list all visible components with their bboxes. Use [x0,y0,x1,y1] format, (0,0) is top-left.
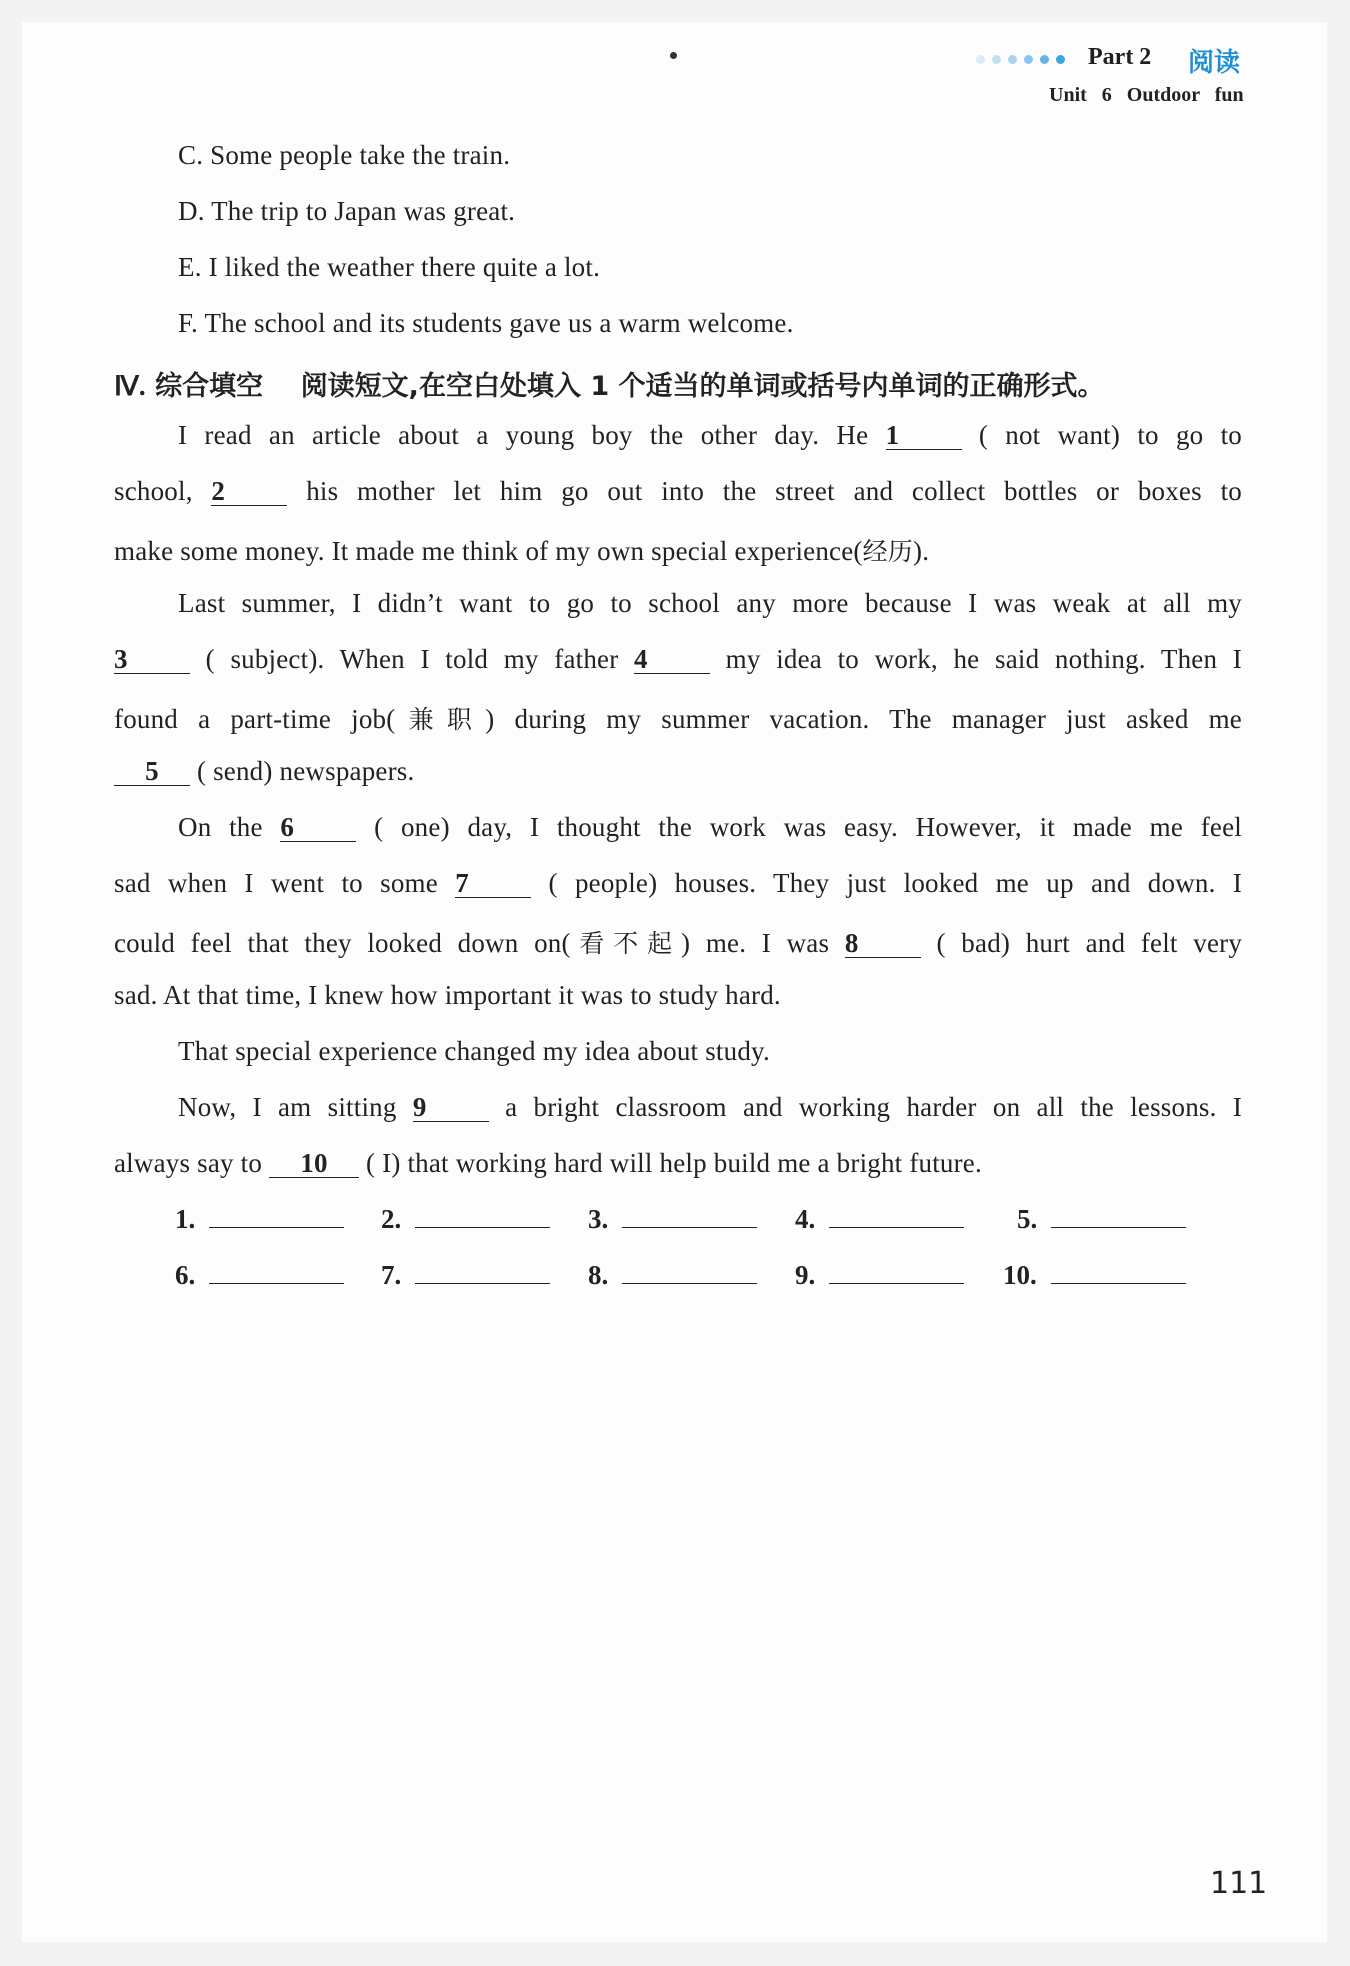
text-cn: 经历 [862,537,914,566]
blank-1: 1 [886,421,962,450]
answer-line[interactable] [415,1263,550,1284]
option-e: E. I liked the weather there quite a lot. [178,252,601,282]
passage-line [114,700,1242,736]
passage-line [114,532,929,568]
section-heading [114,364,1105,403]
text: ( people) houses. They just looked me up and down. I [548,868,1243,898]
text: always say to [114,1148,263,1178]
blank-6: 6 [280,813,356,842]
answer-3[interactable] [588,1204,757,1235]
passage-line [114,1148,982,1179]
blank-10: 10 [269,1149,359,1178]
passage-line [178,420,1242,451]
section-roman: Ⅳ. [114,371,146,401]
text: sad when I went to some [114,868,438,898]
answer-line[interactable] [829,1263,964,1284]
passage-line [114,868,1242,899]
text: ( subject). When I told my father [205,644,619,674]
text: found a part-time job( [114,704,396,734]
text: ). [913,536,930,566]
answer-label: 7. [381,1260,402,1290]
header-dot [1008,55,1017,64]
header-dot [992,55,1001,64]
option-f: F. The school and its students gave us a warm welcome. [178,308,794,338]
text: school, [114,476,193,506]
answer-4[interactable] [795,1204,964,1235]
blank-7: 7 [455,869,531,898]
answer-label: 2. [381,1204,402,1234]
section-instruction: 阅读短文,在空白处填入 1 个适当的单词或括号内单词的正确形式。 [300,371,1105,402]
answer-label: 10. [1003,1260,1037,1290]
header-part: Part 2 [1088,44,1152,70]
answer-2[interactable] [381,1204,550,1235]
answer-label: 3. [588,1204,609,1234]
text-cn: 兼职 [395,705,486,734]
text: ( one) day, I thought the work was easy. However, it made me feel [374,812,1243,842]
answer-line[interactable] [1051,1263,1186,1284]
passage-line [178,588,1242,619]
blank-4: 4 [634,645,710,674]
text: Now, I am sitting [178,1092,397,1122]
answer-label: 6. [175,1260,196,1290]
answer-1[interactable] [175,1204,344,1235]
passage-line [114,476,1242,507]
text: ( send) newspapers. [196,756,415,786]
passage-line [114,980,781,1011]
header-unit [1049,84,1244,107]
text: On the [178,812,263,842]
answer-line[interactable] [622,1263,757,1284]
answer-6[interactable] [175,1260,344,1291]
passage-line [178,812,1242,843]
option-c: C. Some people take the train. [178,140,511,170]
text: a bright classroom and working harder on all the lessons. I [505,1092,1243,1122]
answer-label: 8. [588,1260,609,1290]
option-d: D. The trip to Japan was great. [178,196,516,226]
answer-label: 4. [795,1204,816,1234]
blank-3: 3 [114,645,190,674]
answer-line[interactable] [209,1207,344,1228]
header-dot [1040,55,1049,64]
answer-line[interactable] [415,1207,550,1228]
page-number: 111 [1210,1866,1268,1901]
answer-9[interactable] [795,1260,964,1291]
text: Last summer, I didn’t want to go to school any more because I was weak at all my [178,588,1242,618]
answer-label: 9. [795,1260,816,1290]
text: his mother let him go out into the street and collect bottles or boxes to [306,476,1242,506]
answer-label: 1. [175,1204,196,1234]
passage-line [114,924,1242,960]
answer-line[interactable] [1051,1207,1186,1228]
text: ) during my summer vacation. The manager just asked me [485,704,1242,734]
text: I read an article about a young boy the other day. He [178,420,869,450]
header-dot [1024,55,1033,64]
text: ( bad) hurt and felt very [936,928,1243,958]
answer-10[interactable] [1003,1260,1186,1291]
unit-title: Outdoor fun [1126,84,1244,106]
text-cn: 看不起 [570,929,681,958]
header-dots [976,55,1065,64]
text: sad. At that time, I knew how important it was to study hard. [114,980,781,1010]
answer-line[interactable] [209,1263,344,1284]
passage-line [178,1036,770,1067]
answer-line[interactable] [829,1207,964,1228]
text: could feel that they looked down on( [114,928,571,958]
header-section-cn: 阅读 [1188,48,1241,78]
section-title: 综合填空 [155,371,264,402]
passage-line [178,1092,1242,1123]
answer-5[interactable] [1017,1204,1186,1235]
answer-7[interactable] [381,1260,550,1291]
blank-8: 8 [845,929,921,958]
text: my idea to work, he said nothing. Then I [725,644,1242,674]
answer-label: 5. [1017,1204,1038,1234]
header-dot [976,55,985,64]
text: That special experience changed my idea about study. [178,1036,770,1066]
text: ( I) that working hard will help build me a bright future. [365,1148,982,1178]
answer-line[interactable] [622,1207,757,1228]
passage-line [114,756,414,787]
text: make some money. It made me think of my own special experience( [114,536,863,566]
blank-5: 5 [114,757,190,786]
passage-line [114,644,1242,675]
blank-2: 2 [211,477,287,506]
text: ( not want) to go to [978,420,1242,450]
answer-8[interactable] [588,1260,757,1291]
text: ) me. I was [681,928,830,958]
unit-number: Unit 6 [1049,84,1112,106]
header-dot [1056,55,1065,64]
center-dot [670,52,677,59]
blank-9: 9 [413,1093,489,1122]
